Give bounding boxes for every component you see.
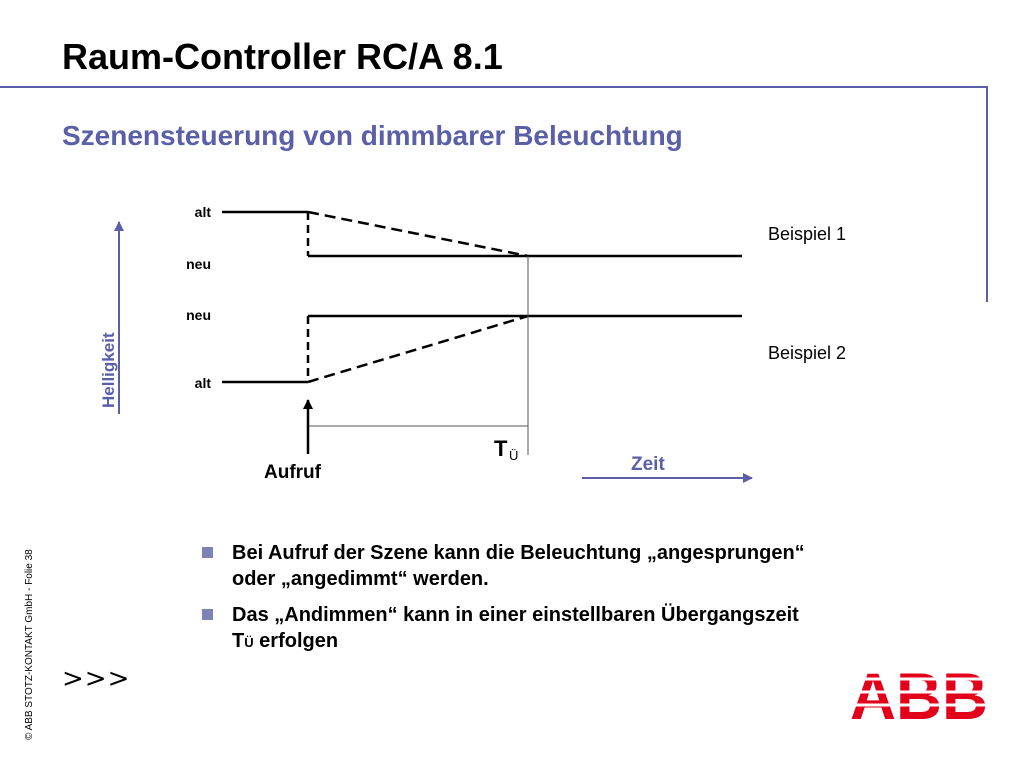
label-alt-top: alt bbox=[194, 204, 211, 220]
brightness-axis-label: Helligkeit bbox=[99, 332, 118, 408]
label-zeit: Zeit bbox=[631, 454, 665, 475]
label-beispiel-2: Beispiel 2 bbox=[768, 343, 847, 363]
example1-dim-dashed bbox=[308, 212, 528, 256]
label-neu-top: neu bbox=[186, 256, 211, 272]
bullet-text-after: erfolgen bbox=[253, 630, 339, 652]
label-alt-bottom: alt bbox=[194, 375, 211, 391]
abb-logo-text: ABB bbox=[850, 665, 988, 725]
label-neu-bottom: neu bbox=[186, 307, 211, 323]
bullet-subscript: Ü bbox=[244, 635, 254, 650]
bullet-square-icon bbox=[202, 609, 213, 620]
page-title: Raum-Controller RC/A 8.1 bbox=[62, 36, 503, 77]
bullet-text: Bei Aufruf der Szene kann die Beleuchtung „angesprungen“ oder „angedimmt“ werden. bbox=[232, 542, 805, 590]
label-beispiel-1: Beispiel 1 bbox=[768, 224, 847, 244]
bullet-list bbox=[200, 540, 820, 666]
bullet-square-icon bbox=[202, 547, 213, 558]
copyright-footer: © ABB STOTZ-KONTAKT GmbH - Folie 38 bbox=[24, 549, 35, 740]
page-subtitle: Szenensteuerung von dimmbarer Beleuchtung bbox=[62, 120, 683, 151]
next-slide-symbol[interactable]: >>> bbox=[62, 664, 131, 694]
bullet-item bbox=[200, 540, 820, 592]
abb-logo bbox=[850, 665, 990, 725]
label-transition-subscript: Ü bbox=[509, 448, 519, 463]
label-transition-t: T bbox=[494, 436, 508, 461]
label-aufruf: Aufruf bbox=[264, 462, 321, 483]
bullet-text-before: Das „Andimmen“ kann in einer einstellbaren Übergangszeit T bbox=[232, 604, 799, 652]
example2-dim-dashed bbox=[308, 316, 528, 382]
bullet-item bbox=[200, 602, 820, 656]
